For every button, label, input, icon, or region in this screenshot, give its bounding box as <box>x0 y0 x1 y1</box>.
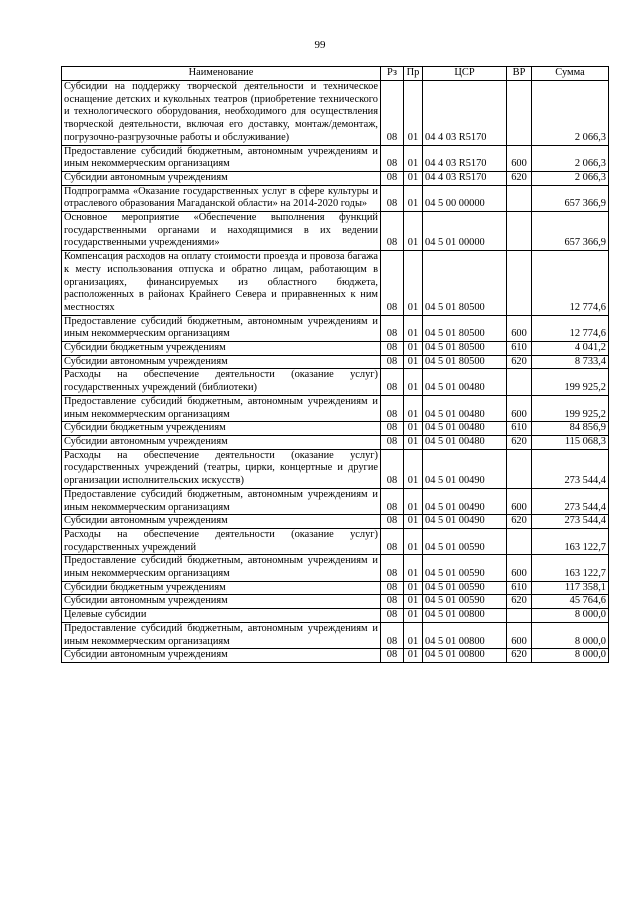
table-row <box>62 622 609 648</box>
cell-pr: 01 <box>404 212 423 251</box>
cell-name: Предоставление субсидий бюджетным, автономным учреждениям и иным некоммерческим организациям <box>62 555 381 581</box>
cell-vr: 600 <box>507 395 532 421</box>
cell-vr: 620 <box>507 649 532 663</box>
cell-rz: 08 <box>381 581 404 595</box>
cell-pr: 01 <box>404 488 423 514</box>
table-row <box>62 488 609 514</box>
cell-csr: 04 4 03 R5170 <box>423 171 507 185</box>
cell-sum: 4 041,2 <box>532 342 609 356</box>
cell-csr: 04 5 01 00490 <box>423 488 507 514</box>
table-row <box>62 515 609 529</box>
table-row <box>62 528 609 554</box>
table-row <box>62 422 609 436</box>
cell-sum: 8 000,0 <box>532 609 609 623</box>
cell-name: Предоставление субсидий бюджетным, автономным учреждениям и иным некоммерческим организациям <box>62 315 381 341</box>
cell-sum: 199 925,2 <box>532 369 609 395</box>
cell-rz: 08 <box>381 395 404 421</box>
cell-vr <box>507 185 532 211</box>
cell-name: Расходы на обеспечение деятельности (оказание услуг) государственных учреждений (библиотеки) <box>62 369 381 395</box>
cell-rz: 08 <box>381 369 404 395</box>
cell-sum: 273 544,4 <box>532 515 609 529</box>
cell-pr: 01 <box>404 422 423 436</box>
cell-rz: 08 <box>381 515 404 529</box>
cell-csr: 04 5 01 00590 <box>423 528 507 554</box>
cell-sum: 45 764,6 <box>532 595 609 609</box>
cell-csr: 04 5 01 00480 <box>423 422 507 436</box>
cell-vr: 620 <box>507 171 532 185</box>
cell-pr: 01 <box>404 81 423 146</box>
cell-name: Компенсация расходов на оплату стоимости проезда и провоза багажа к месту использования отпуска и обратно лицам, работающим в организациях, финансируемых из областного бюджета, расположенных в районах Крайнего Севера и приравненных к ним местностях <box>62 251 381 316</box>
cell-name: Расходы на обеспечение деятельности (оказание услуг) государственных учреждений <box>62 528 381 554</box>
table-row <box>62 171 609 185</box>
cell-vr: 610 <box>507 422 532 436</box>
cell-name: Субсидии автономным учреждениям <box>62 435 381 449</box>
cell-sum: 163 122,7 <box>532 528 609 554</box>
cell-vr: 610 <box>507 581 532 595</box>
cell-pr: 01 <box>404 528 423 554</box>
cell-rz: 08 <box>381 81 404 146</box>
cell-csr: 04 4 03 R5170 <box>423 145 507 171</box>
cell-rz: 08 <box>381 342 404 356</box>
cell-name: Субсидии бюджетным учреждениям <box>62 422 381 436</box>
cell-name: Целевые субсидии <box>62 609 381 623</box>
cell-sum: 199 925,2 <box>532 395 609 421</box>
cell-csr: 04 5 01 00800 <box>423 622 507 648</box>
cell-csr: 04 5 01 00590 <box>423 581 507 595</box>
cell-sum: 273 544,4 <box>532 449 609 488</box>
cell-vr: 620 <box>507 435 532 449</box>
cell-sum: 2 066,3 <box>532 171 609 185</box>
cell-vr: 600 <box>507 488 532 514</box>
cell-pr: 01 <box>404 185 423 211</box>
cell-vr: 600 <box>507 622 532 648</box>
cell-pr: 01 <box>404 145 423 171</box>
cell-name: Субсидии на поддержку творческой деятельности и техническое оснащение детских и кукольных театров (приобретение технического и технологического оборудования, необходимого для осуществления творческой деятельности, включая его доставку, монтаж/демонтаж, погрузочно-разгрузочные работы и обслуживание) <box>62 81 381 146</box>
cell-sum: 273 544,4 <box>532 488 609 514</box>
table-header-row <box>62 67 609 81</box>
cell-vr <box>507 528 532 554</box>
cell-pr: 01 <box>404 555 423 581</box>
cell-sum: 657 366,9 <box>532 185 609 211</box>
cell-name: Предоставление субсидий бюджетным, автономным учреждениям и иным некоммерческим организациям <box>62 488 381 514</box>
cell-vr: 620 <box>507 595 532 609</box>
cell-csr: 04 5 01 00800 <box>423 649 507 663</box>
table-row <box>62 81 609 146</box>
table-row <box>62 355 609 369</box>
header-csr: ЦСР <box>423 67 507 81</box>
table-row <box>62 581 609 595</box>
cell-csr: 04 4 03 R5170 <box>423 81 507 146</box>
cell-name: Предоставление субсидий бюджетным, автономным учреждениям и иным некоммерческим организациям <box>62 622 381 648</box>
table-row <box>62 609 609 623</box>
cell-name: Предоставление субсидий бюджетным, автономным учреждениям и иным некоммерческим организациям <box>62 395 381 421</box>
table-row <box>62 649 609 663</box>
cell-vr: 620 <box>507 515 532 529</box>
table-row <box>62 145 609 171</box>
cell-pr: 01 <box>404 449 423 488</box>
cell-rz: 08 <box>381 649 404 663</box>
budget-table <box>61 66 609 663</box>
cell-rz: 08 <box>381 422 404 436</box>
cell-pr: 01 <box>404 315 423 341</box>
cell-name: Основное мероприятие «Обеспечение выполнения функций государственными органами и находящимися в их ведении государственными учреждениями» <box>62 212 381 251</box>
cell-csr: 04 5 01 00800 <box>423 609 507 623</box>
cell-csr: 04 5 01 00590 <box>423 555 507 581</box>
cell-csr: 04 5 01 80500 <box>423 355 507 369</box>
cell-name: Субсидии бюджетным учреждениям <box>62 342 381 356</box>
cell-sum: 657 366,9 <box>532 212 609 251</box>
table-row <box>62 185 609 211</box>
cell-sum: 163 122,7 <box>532 555 609 581</box>
table-row <box>62 595 609 609</box>
table-body <box>62 81 609 663</box>
cell-pr: 01 <box>404 609 423 623</box>
cell-pr: 01 <box>404 395 423 421</box>
cell-pr: 01 <box>404 649 423 663</box>
cell-sum: 8 733,4 <box>532 355 609 369</box>
table-row <box>62 369 609 395</box>
table-row <box>62 342 609 356</box>
header-pr: Пр <box>404 67 423 81</box>
cell-name: Подпрограмма «Оказание государственных услуг в сфере культуры и отраслевого образования Магаданской области» на 2014-2020 годы» <box>62 185 381 211</box>
page-number: 99 <box>314 39 326 51</box>
cell-pr: 01 <box>404 342 423 356</box>
cell-vr: 600 <box>507 555 532 581</box>
cell-rz: 08 <box>381 171 404 185</box>
cell-sum: 8 000,0 <box>532 622 609 648</box>
cell-vr <box>507 449 532 488</box>
cell-csr: 04 5 01 00480 <box>423 395 507 421</box>
cell-csr: 04 5 01 80500 <box>423 251 507 316</box>
cell-pr: 01 <box>404 355 423 369</box>
cell-pr: 01 <box>404 515 423 529</box>
cell-name: Расходы на обеспечение деятельности (оказание услуг) государственных учреждений (театры, цирки, концертные и другие организации исполнительских искусств) <box>62 449 381 488</box>
cell-name: Субсидии автономным учреждениям <box>62 649 381 663</box>
cell-csr: 04 5 01 00490 <box>423 449 507 488</box>
cell-pr: 01 <box>404 435 423 449</box>
cell-sum: 2 066,3 <box>532 81 609 146</box>
cell-csr: 04 5 01 00590 <box>423 595 507 609</box>
table-row <box>62 555 609 581</box>
cell-rz: 08 <box>381 488 404 514</box>
header-name: Наименование <box>62 67 381 81</box>
cell-rz: 08 <box>381 185 404 211</box>
cell-sum: 12 774,6 <box>532 251 609 316</box>
cell-sum: 8 000,0 <box>532 649 609 663</box>
cell-vr: 620 <box>507 355 532 369</box>
cell-csr: 04 5 01 80500 <box>423 315 507 341</box>
cell-vr <box>507 251 532 316</box>
cell-vr <box>507 369 532 395</box>
cell-vr: 600 <box>507 145 532 171</box>
table-row <box>62 435 609 449</box>
cell-rz: 08 <box>381 212 404 251</box>
cell-sum: 84 856,9 <box>532 422 609 436</box>
cell-rz: 08 <box>381 145 404 171</box>
cell-rz: 08 <box>381 555 404 581</box>
cell-sum: 12 774,6 <box>532 315 609 341</box>
cell-pr: 01 <box>404 622 423 648</box>
cell-pr: 01 <box>404 251 423 316</box>
cell-name: Субсидии автономным учреждениям <box>62 171 381 185</box>
cell-pr: 01 <box>404 581 423 595</box>
table-row <box>62 315 609 341</box>
cell-rz: 08 <box>381 315 404 341</box>
cell-name: Предоставление субсидий бюджетным, автономным учреждениям и иным некоммерческим организациям <box>62 145 381 171</box>
cell-rz: 08 <box>381 435 404 449</box>
table-row <box>62 251 609 316</box>
table-row <box>62 212 609 251</box>
cell-rz: 08 <box>381 355 404 369</box>
cell-rz: 08 <box>381 595 404 609</box>
cell-name: Субсидии бюджетным учреждениям <box>62 581 381 595</box>
header-vr: ВР <box>507 67 532 81</box>
cell-rz: 08 <box>381 622 404 648</box>
header-rz: Рз <box>381 67 404 81</box>
cell-name: Субсидии автономным учреждениям <box>62 595 381 609</box>
cell-csr: 04 5 01 00490 <box>423 515 507 529</box>
cell-name: Субсидии автономным учреждениям <box>62 515 381 529</box>
cell-sum: 2 066,3 <box>532 145 609 171</box>
cell-vr: 610 <box>507 342 532 356</box>
table-row <box>62 449 609 488</box>
cell-rz: 08 <box>381 609 404 623</box>
cell-vr <box>507 81 532 146</box>
cell-pr: 01 <box>404 595 423 609</box>
cell-name: Субсидии автономным учреждениям <box>62 355 381 369</box>
cell-csr: 04 5 01 00480 <box>423 435 507 449</box>
table-header <box>62 67 609 81</box>
cell-sum: 117 358,1 <box>532 581 609 595</box>
cell-pr: 01 <box>404 171 423 185</box>
cell-csr: 04 5 01 80500 <box>423 342 507 356</box>
cell-csr: 04 5 00 00000 <box>423 185 507 211</box>
cell-pr: 01 <box>404 369 423 395</box>
cell-vr: 600 <box>507 315 532 341</box>
cell-csr: 04 5 01 00000 <box>423 212 507 251</box>
cell-rz: 08 <box>381 449 404 488</box>
table-row <box>62 395 609 421</box>
cell-sum: 115 068,3 <box>532 435 609 449</box>
cell-rz: 08 <box>381 528 404 554</box>
cell-vr <box>507 609 532 623</box>
cell-csr: 04 5 01 00480 <box>423 369 507 395</box>
header-sum: Сумма <box>532 67 609 81</box>
cell-rz: 08 <box>381 251 404 316</box>
cell-vr <box>507 212 532 251</box>
